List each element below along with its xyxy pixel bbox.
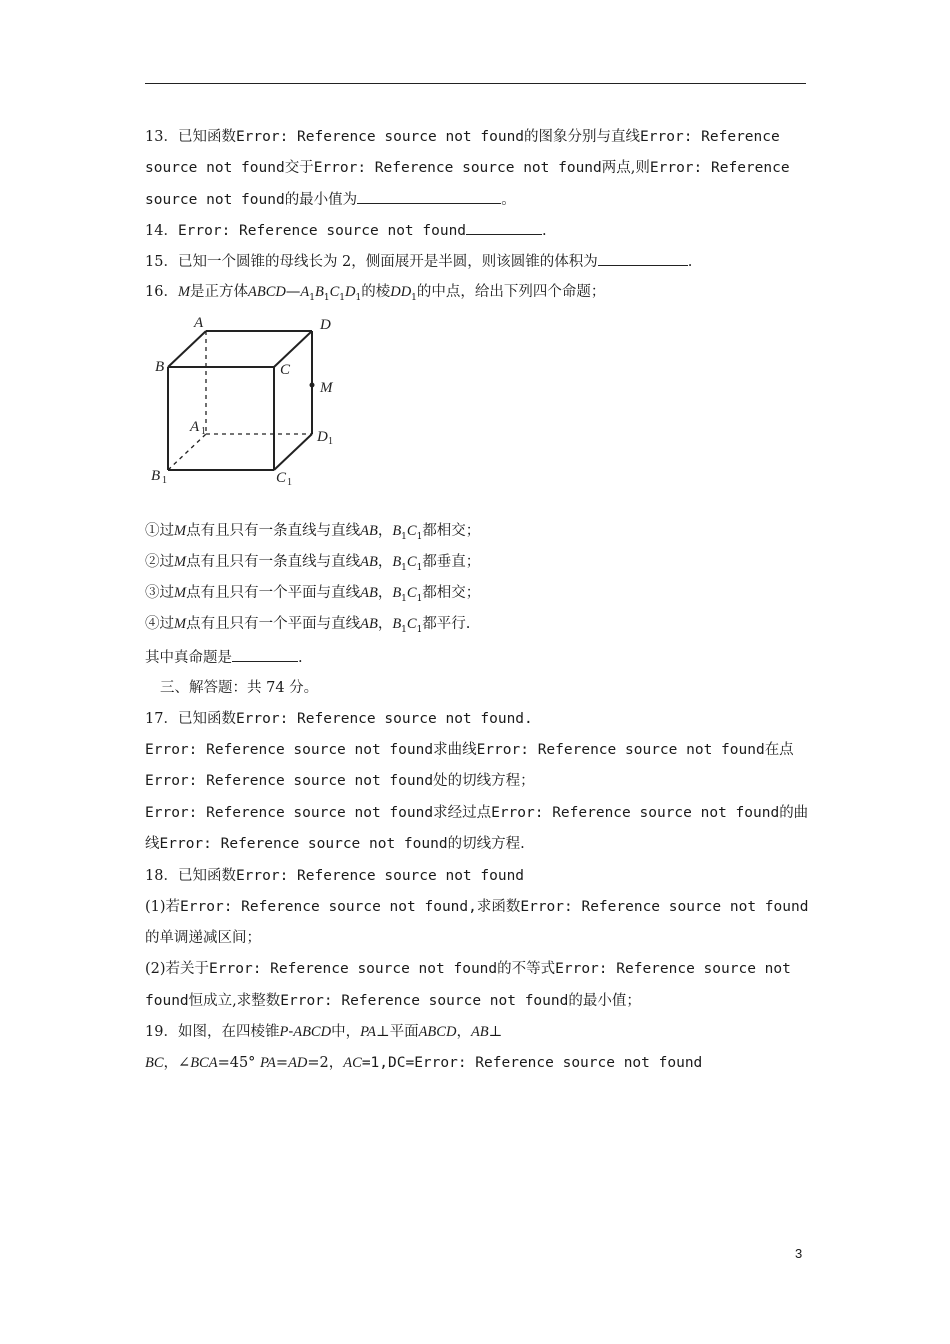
text: 都相交；: [422, 523, 481, 539]
error-text: Error: Reference source not found: [145, 805, 434, 821]
proposition-1: [145, 521, 480, 547]
text: ，: [377, 616, 393, 632]
label-A1: A: [190, 419, 200, 435]
text: ABCD: [293, 1024, 332, 1040]
text: B: [392, 554, 402, 570]
true-propositions-line: [145, 647, 303, 668]
answer-blank[interactable]: [232, 647, 298, 662]
text: (1)若: [145, 899, 181, 915]
text: 点有且只有一条直线与直线: [186, 523, 361, 539]
error-text: Error: Reference source not found: [280, 993, 569, 1009]
text: 线: [145, 836, 160, 852]
text: 的棱: [361, 284, 391, 300]
text: =2，: [307, 1055, 344, 1071]
text: D: [345, 284, 356, 300]
q16-line: [145, 282, 605, 308]
text: BC: [145, 1055, 164, 1071]
text: 的最小值；: [568, 993, 641, 1009]
error-text: Error: Reference source not found: [520, 899, 809, 915]
text: PA: [260, 1055, 276, 1071]
text: 交于: [284, 160, 314, 176]
q18-line-1: [145, 866, 524, 886]
text: 15．已知一个圆锥的母线长为 2，侧面展开是半圆，则该圆锥的体积为: [145, 254, 598, 270]
text: 的图象分别与直线: [524, 129, 641, 145]
edge-BA: [168, 331, 206, 367]
text: ⊥: [488, 1024, 503, 1040]
text: PA: [360, 1024, 376, 1040]
label-A: A: [194, 315, 204, 331]
label-D: D: [320, 317, 331, 333]
text: 1: [309, 292, 315, 303]
text: ，: [456, 1024, 471, 1040]
error-text: Error: Reference source not found: [491, 805, 780, 821]
error-text: Error: Reference source not found: [313, 160, 602, 176]
text: B: [392, 616, 402, 632]
q18-line-5: [145, 991, 641, 1011]
text: 过: [159, 554, 174, 570]
label-C1-sub: 1: [287, 477, 292, 488]
text: AB: [360, 585, 378, 601]
text: 都相交；: [422, 585, 481, 601]
q17-line-1: [145, 709, 533, 729]
text: ，: [377, 523, 393, 539]
circled-number: ④: [145, 616, 160, 632]
text: ，: [377, 554, 393, 570]
q17-line-2: [145, 740, 794, 760]
text: BCA: [190, 1055, 218, 1071]
text: 的曲: [779, 805, 809, 821]
text: 1: [416, 593, 423, 604]
text: =: [275, 1055, 289, 1071]
error-text: Error: Reference source not found: [177, 223, 467, 239]
label-M: M: [320, 380, 333, 396]
q17-line-3: [145, 771, 535, 791]
text: AC: [343, 1055, 362, 1071]
text: DD: [390, 284, 412, 300]
text: AB: [470, 1024, 489, 1040]
text: 1: [401, 562, 407, 573]
text: M: [177, 284, 191, 300]
point-M: [310, 383, 315, 388]
q18-line-2: [145, 897, 808, 917]
text: ABCD: [248, 284, 286, 300]
text: M: [174, 585, 187, 601]
label-D1-sub: 1: [328, 436, 333, 447]
error-text: Error: Reference source not found: [159, 836, 448, 852]
text: 中，: [331, 1024, 361, 1040]
text: ，∠: [163, 1055, 191, 1071]
error-text: Error: Reference source not found: [145, 742, 434, 758]
text: 的最小值为: [284, 192, 358, 208]
text: C: [406, 523, 417, 539]
q13-line-2: [145, 158, 790, 178]
q19-line-2: [145, 1053, 702, 1073]
text: 1: [411, 292, 417, 303]
text: 1: [401, 624, 407, 635]
error-text: =1,DC=Error: Reference source not found: [361, 1055, 703, 1071]
error-text: Error: Reference source not found: [235, 129, 525, 145]
text: 是正方体: [190, 284, 249, 300]
text: 16．: [145, 284, 178, 300]
text: C: [406, 554, 417, 570]
error-text: source not found: [145, 192, 285, 208]
error-text: Error: Reference source not found,: [180, 899, 477, 915]
text: 1: [416, 562, 423, 573]
page-number: 3: [795, 1246, 803, 1261]
text: =45°: [217, 1055, 256, 1071]
label-C1: C: [276, 470, 287, 486]
text: 都垂直；: [422, 554, 481, 570]
label-D1: D: [317, 429, 328, 445]
text: 点有且只有一个平面与直线: [186, 616, 361, 632]
answer-blank[interactable]: [466, 220, 542, 235]
text: 点有且只有一个平面与直线: [186, 585, 361, 601]
text: AB: [360, 616, 378, 632]
text: M: [174, 616, 187, 632]
proposition-3: [145, 583, 480, 609]
header-rule: [145, 83, 806, 84]
text: 的中点，给出下列四个命题；: [416, 284, 606, 300]
cube-figure: [150, 310, 350, 490]
q13-line-3: [145, 189, 516, 210]
label-B: B: [155, 359, 165, 375]
text: 1: [355, 292, 362, 303]
text: B: [392, 523, 402, 539]
text: (2)若关于: [145, 961, 210, 977]
text: 过: [159, 585, 174, 601]
error-text: Error: Reference source not found: [476, 742, 765, 758]
text: 处的切线方程；: [433, 773, 535, 789]
error-text: Error: Reference: [649, 160, 790, 176]
error-text: Error: Reference: [640, 129, 780, 145]
text: 的切线方程.: [447, 836, 525, 852]
proposition-4: [145, 614, 470, 640]
q18-line-3: [145, 928, 261, 948]
text: 的不等式: [497, 961, 556, 977]
answer-blank[interactable]: [357, 189, 501, 204]
text: ，: [377, 585, 393, 601]
text: .: [687, 254, 693, 270]
text: 。: [501, 192, 516, 208]
circled-number: ①: [145, 523, 160, 539]
text: 求函数: [476, 899, 521, 915]
text: 14．: [145, 223, 178, 239]
text: 1: [416, 531, 423, 542]
text: 1: [401, 593, 407, 604]
edge-C1D1: [274, 434, 312, 470]
text: ABCD: [418, 1024, 457, 1040]
q14-line: [145, 220, 547, 241]
text: A: [300, 284, 310, 300]
error-text: found: [145, 993, 189, 1009]
text: 19．如图，在四棱锥: [145, 1024, 280, 1040]
label-A1-sub: 1: [201, 426, 206, 437]
q17-line-4: [145, 803, 808, 823]
text: 1: [401, 531, 407, 542]
text: B: [392, 585, 402, 601]
text: 过: [159, 616, 174, 632]
q17-line-5: [145, 834, 525, 854]
text: 都平行.: [422, 616, 471, 632]
q19-line-1: [145, 1022, 502, 1042]
text: C: [406, 616, 417, 632]
text: 求曲线: [433, 742, 477, 758]
text: 18．已知函数: [145, 868, 236, 884]
text: AB: [360, 554, 378, 570]
text: C: [329, 284, 340, 300]
text: 在点: [764, 742, 794, 758]
error-text: Error: Reference source not found: [235, 868, 525, 884]
text: 过: [159, 523, 174, 539]
text: 1: [339, 292, 345, 303]
text: M: [174, 523, 187, 539]
text: P: [279, 1024, 289, 1040]
text: 求经过点: [433, 805, 492, 821]
text: 其中真命题是: [145, 650, 232, 666]
text: ⊥平面: [375, 1024, 419, 1040]
text: M: [174, 554, 187, 570]
text: 点有且只有一条直线与直线: [186, 554, 361, 570]
circled-number: ③: [145, 585, 160, 601]
text: 13．已知函数: [145, 129, 236, 145]
text: .: [542, 223, 547, 239]
error-text: Error: Reference source not found: [145, 773, 434, 789]
text: 17．已知函数: [145, 711, 236, 727]
text: AD: [288, 1055, 308, 1071]
error-text: source not found: [145, 160, 285, 176]
hidden-edge-B1A1: [168, 434, 206, 470]
q15-line: [145, 251, 692, 272]
label-C: C: [280, 362, 291, 378]
text: 1: [323, 292, 330, 303]
text: 的单调递减区间；: [145, 930, 261, 946]
text: B: [315, 284, 324, 300]
proposition-2: [145, 552, 480, 578]
text: .: [298, 650, 303, 666]
answer-blank[interactable]: [598, 251, 688, 266]
q18-line-4: [145, 959, 791, 979]
section-heading: 三、解答题：共 74 分。: [160, 680, 319, 696]
label-B1-sub: 1: [162, 475, 167, 486]
text: 两点,则: [601, 160, 650, 176]
text: -: [288, 1024, 294, 1040]
error-text: Error: Reference source not found: [209, 961, 498, 977]
q13-line-1: [145, 127, 780, 147]
text: 1: [416, 624, 423, 635]
circled-number: ②: [145, 554, 160, 570]
error-text: Error: Reference source not: [555, 961, 791, 977]
text: C: [406, 585, 417, 601]
text: —: [285, 284, 301, 300]
text: AB: [360, 523, 378, 539]
label-B1: B: [151, 468, 161, 484]
text: 恒成立,求整数: [188, 993, 281, 1009]
error-text: Error: Reference source not found.: [235, 711, 533, 727]
